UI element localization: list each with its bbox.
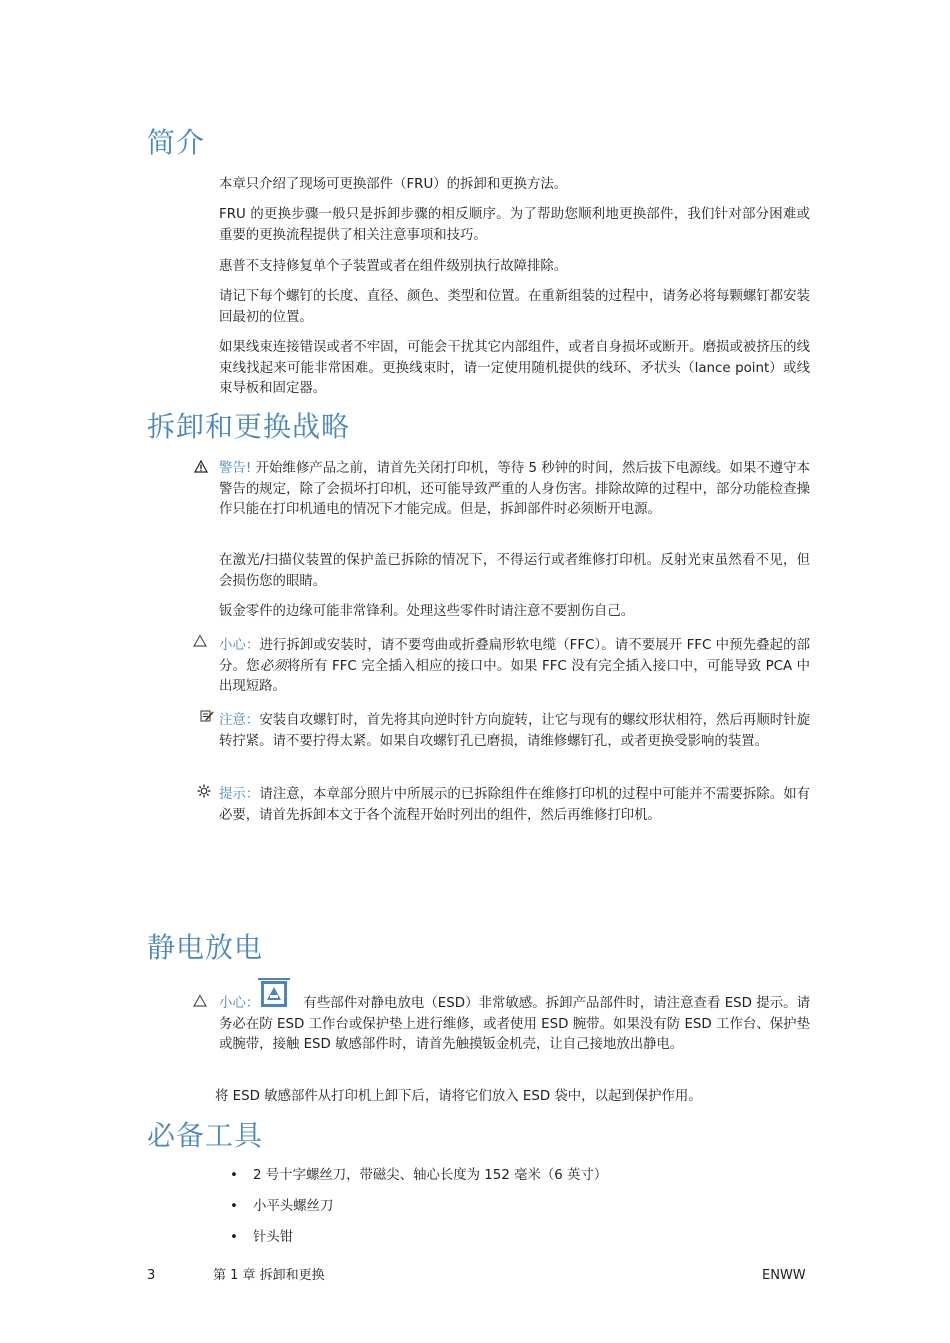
heading-intro: 简介 xyxy=(147,126,206,159)
caution-text-2: 将所有 FFC 完全插入相应的接口中。如果 FFC 没有完全插入接口中，可能导致 PCA 中出现短路。 xyxy=(219,658,811,694)
note-text: 安装自攻螺钉时，首先将其向逆时针方向旋转，让它与现有的螺纹形状相符，然后再顺时针旋转拧紧。请不要拧得太紧。如果自攻螺钉孔已磨损，请维修螺钉孔，或者更换受影响的装置。 xyxy=(219,713,811,749)
bullet-marker: • xyxy=(230,1199,238,1214)
caution-emphasis: 必须 xyxy=(259,658,287,674)
caution-block xyxy=(219,636,810,698)
esd-caution-text: 有些部件对静电放电（ESD）非常敏感。拆卸产品部件时，请注意查看 ESD 提示。请务必在防 ESD 工作台或保护垫上进行维修，或者使用 ESD 腕带。如果没有防 ESD 工作台、保护垫或腕带，接触 ESD 敏感部件时，请首先触摸钣金机壳，让自己接地放出静电。 xyxy=(219,996,811,1052)
tip-label: 提示： xyxy=(219,787,260,802)
warning-text: 开始维修产品之前，请首先关闭打印机，等待 5 秒钟的时间，然后拔下电源线。如果不遵守本警告的规定，除了会损坏打印机，还可能导致严重的人身伤害。排除故障的过程中，部分功能检查操作只能在打印机通电的情况下才能完成。但是，拆卸部件时必须断开电源。 xyxy=(219,461,811,517)
caution-icon xyxy=(193,633,207,647)
tip-block xyxy=(219,785,810,826)
esd-caution-block xyxy=(219,994,810,1056)
esd-para: 将 ESD 敏感部件从打印机上卸下后，请将它们放入 ESD 袋中，以起到保护作用。 xyxy=(215,1089,702,1104)
bullet-marker: • xyxy=(230,1230,238,1245)
warning-label: 警告! xyxy=(219,461,252,476)
note-label: 注意： xyxy=(219,713,260,728)
heading-strategy: 拆卸和更换战略 xyxy=(147,410,351,443)
footer-label: ENWW xyxy=(762,1268,806,1283)
note-block xyxy=(219,711,810,752)
caution-label: 小心： xyxy=(219,638,260,653)
warning-block xyxy=(219,459,810,521)
caution-icon xyxy=(193,993,207,1007)
bullet-marker: • xyxy=(230,1168,238,1183)
tip-text: 请注意，本章部分照片中所展示的已拆除组件在维修打印机的过程中可能并不需要拆除。如有必要，请首先拆卸本文于各个流程开始时列出的组件，然后再维修打印机。 xyxy=(219,787,811,823)
esd-caution-label: 小心： xyxy=(219,996,260,1011)
tip-icon xyxy=(197,783,211,797)
list-item: 针头钳 xyxy=(253,1230,294,1245)
intro-para-4: 请记下每个螺钉的长度、直径、颜色、类型和位置。在重新组装的过程中，请务必将每颗螺钉都安装回最初的位置。 xyxy=(219,289,810,325)
warning-para-2: 在激光/扫描仪装置的保护盖已拆除的情况下，不得运行或者维修打印机。反射光束虽然看不见，但会损伤您的眼睛。 xyxy=(219,553,810,589)
warning-icon xyxy=(194,459,208,473)
note-icon xyxy=(200,708,214,722)
page-number: 3 xyxy=(147,1268,156,1283)
intro-para-2: FRU 的更换步骤一般只是拆卸步骤的相反顺序。为了帮助您顺利地更换部件，我们针对部分困难或重要的更换流程提供了相关注意事项和技巧。 xyxy=(219,207,810,243)
warning-para-3: 钣金零件的边缘可能非常锋利。处理这些零件时请注意不要割伤自己。 xyxy=(219,604,635,619)
chapter-title: 第 1 章 拆卸和更换 xyxy=(213,1268,325,1283)
list-item: 2 号十字螺丝刀，带磁尖、轴心长度为 152 毫米（6 英寸） xyxy=(253,1168,608,1183)
intro-para-3: 惠普不支持修复单个子装置或者在组件级别执行故障排除。 xyxy=(219,259,568,274)
intro-para-5: 如果线束连接错误或者不牢固，可能会干扰其它内部组件，或者自身损坏或断开。磨损或被挤压的线束线找起来可能非常困难。更换线束时，请一定使用随机提供的线环、矛状头（lance point）或线束导板和固定器。 xyxy=(219,340,810,396)
heading-esd: 静电放电 xyxy=(147,931,264,964)
caution-text-1: 进行拆卸或安装时，请不要弯曲或折叠扁形软电缆（FFC）。请不要展开 FFC 中预先叠起的部分。您 xyxy=(219,638,810,674)
list-item: 小平头螺丝刀 xyxy=(253,1199,334,1214)
intro-para-1: 本章只介绍了现场可更换部件（FRU）的拆卸和更换方法。 xyxy=(219,177,568,192)
heading-tools: 必备工具 xyxy=(147,1119,264,1152)
